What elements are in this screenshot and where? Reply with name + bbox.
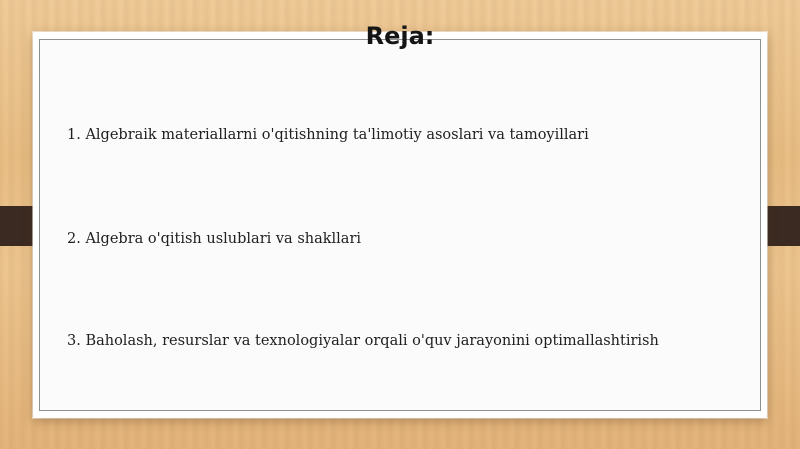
plan-item-2: 2. Algebra o'qitish uslublari va shakllari [67, 231, 362, 247]
slide-card [33, 32, 767, 418]
plan-item-3: 3. Baholash, resurslar va texnologiyalar orqali o'quv jarayonini optimallashtirish [67, 333, 659, 349]
slide-title: Reja: [365, 22, 435, 50]
plan-item-1: 1. Algebraik materiallarni o'qitishning ta'limotiy asoslari va tamoyillari [67, 127, 589, 143]
slide-inner-frame [39, 39, 761, 411]
